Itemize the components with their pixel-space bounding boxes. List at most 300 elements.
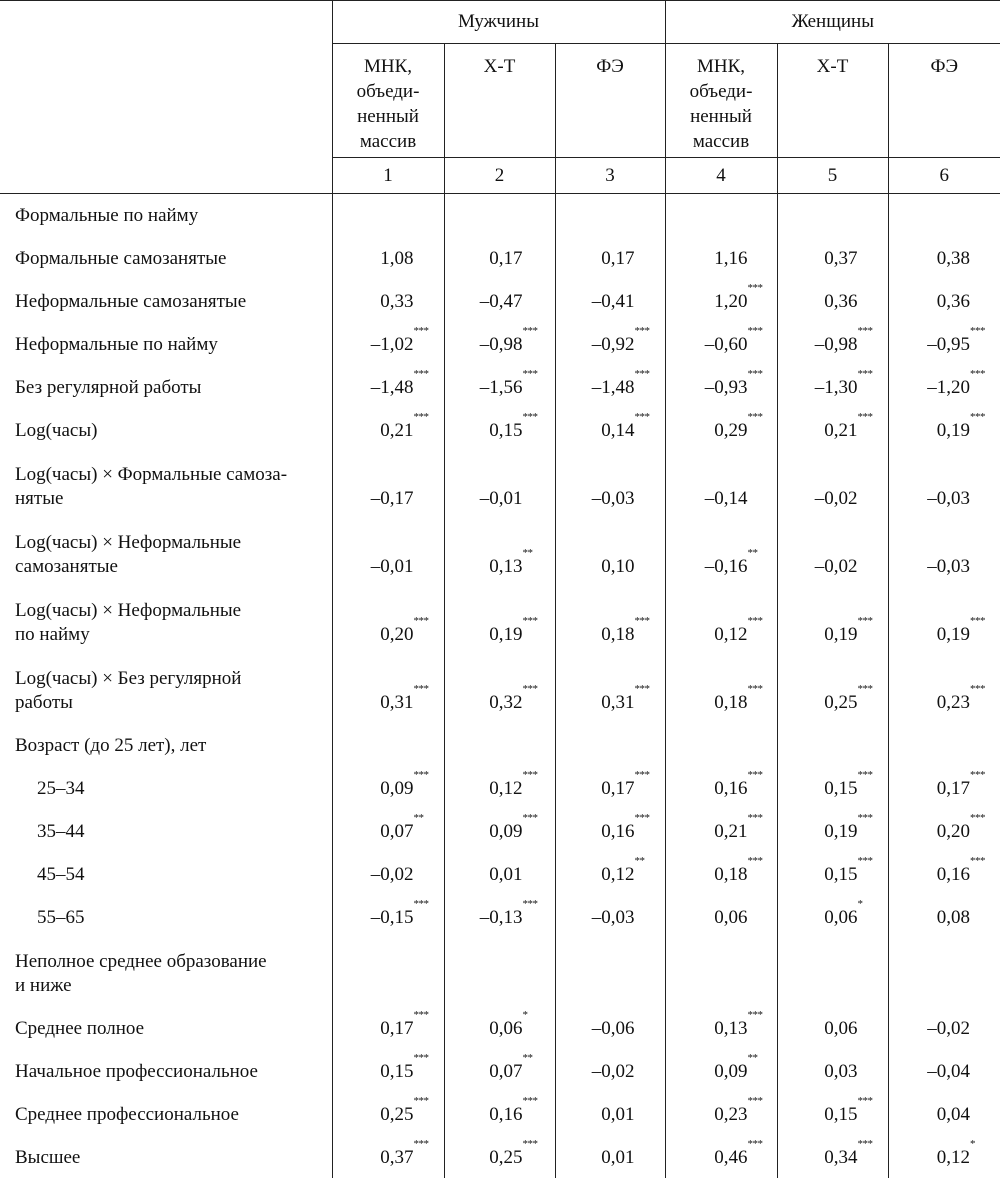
coefficient-value: 0,21 xyxy=(380,419,414,441)
coefficient-wrap xyxy=(601,247,634,271)
coefficient-wrap xyxy=(591,324,650,357)
coefficient-value: 0,17 xyxy=(489,247,523,269)
coefficient-value: –1,02 xyxy=(370,333,414,355)
coefficient-value: 0,12 xyxy=(936,1146,971,1168)
coefficient-wrap xyxy=(927,487,970,511)
coefficient-cell xyxy=(332,519,444,587)
table-row xyxy=(0,408,1000,451)
coefficient-value: 0,17 xyxy=(936,777,971,799)
coefficient-cell xyxy=(555,852,665,895)
significance-stars: *** xyxy=(413,1137,429,1150)
coefficient-value: 0,29 xyxy=(714,419,748,441)
coefficient-wrap xyxy=(601,410,650,443)
coefficient-value: –0,01 xyxy=(479,487,523,509)
table-row xyxy=(0,895,1000,938)
coefficient-value: 0,12 xyxy=(601,863,635,885)
significance-stars: *** xyxy=(522,367,538,380)
coefficient-wrap xyxy=(824,768,873,801)
coefficient-wrap xyxy=(380,290,413,314)
coefficient-value: 0,01 xyxy=(601,1103,635,1125)
coefficient-value: –1,48 xyxy=(370,376,414,398)
column-number: 1 xyxy=(332,158,444,194)
coefficient-value: –0,17 xyxy=(370,487,414,509)
coefficient-wrap xyxy=(380,410,429,443)
coefficient-value: 0,18 xyxy=(601,623,635,645)
coefficient-cell xyxy=(444,451,555,519)
coefficient-value: 0,34 xyxy=(824,1146,858,1168)
coefficient-value: 0,14 xyxy=(601,419,635,441)
coefficient-cell xyxy=(888,938,1000,1006)
table-row xyxy=(0,1135,1000,1178)
coefficient-value: 1,16 xyxy=(714,247,748,269)
row-label: Формальные самозанятые xyxy=(15,247,227,269)
coefficient-value: 0,15 xyxy=(824,777,858,799)
coefficient-value: –0,02 xyxy=(370,863,414,885)
coefficient-wrap xyxy=(489,410,538,443)
coefficient-cell xyxy=(332,236,444,279)
coefficient-cell xyxy=(665,895,777,938)
significance-stars: ** xyxy=(522,546,533,559)
coefficient-wrap xyxy=(824,811,873,844)
coefficient-value: 0,31 xyxy=(601,691,635,713)
coefficient-cell xyxy=(444,1135,555,1178)
coefficient-wrap xyxy=(714,281,763,314)
coefficient-wrap xyxy=(489,863,522,887)
coefficient-cell xyxy=(888,451,1000,519)
coefficient-value: –0,98 xyxy=(814,333,858,355)
coefficient-cell xyxy=(665,365,777,408)
coefficient-value: –0,47 xyxy=(479,290,523,312)
method-header: МНК, объеди- ненный массив xyxy=(665,44,777,158)
coefficient-cell xyxy=(332,723,444,766)
coefficient-cell xyxy=(332,408,444,451)
row-label: Среднее профессиональное xyxy=(15,1103,239,1125)
coefficient-value: –0,04 xyxy=(927,1060,971,1082)
coefficient-wrap xyxy=(937,247,970,271)
coefficient-value: 0,07 xyxy=(380,820,414,842)
coefficient-cell xyxy=(444,852,555,895)
coefficient-wrap xyxy=(824,897,863,930)
table-row xyxy=(0,236,1000,279)
coefficient-wrap xyxy=(380,768,429,801)
coefficient-wrap xyxy=(592,290,635,314)
coefficient-wrap xyxy=(824,682,873,715)
coefficient-wrap xyxy=(480,290,523,314)
coefficient-cell xyxy=(444,895,555,938)
coefficient-wrap xyxy=(489,247,522,271)
coefficient-wrap xyxy=(824,247,857,271)
coefficient-value: 0,06 xyxy=(489,1017,523,1039)
coefficient-wrap xyxy=(714,1094,763,1127)
coefficient-wrap xyxy=(370,897,429,930)
significance-stars: *** xyxy=(747,367,763,380)
coefficient-cell xyxy=(332,809,444,852)
coefficient-wrap xyxy=(479,897,538,930)
row-label: 25–34 xyxy=(37,777,85,799)
coefficient-cell xyxy=(665,809,777,852)
coefficient-wrap xyxy=(937,906,970,930)
significance-stars: *** xyxy=(857,1137,873,1150)
row-label: Log(часы) × Формальные самоза- нятые xyxy=(15,463,288,509)
coefficient-cell xyxy=(332,587,444,655)
significance-stars: *** xyxy=(747,811,763,824)
coefficient-cell xyxy=(555,655,665,723)
coefficient-value: 0,04 xyxy=(936,1103,971,1125)
row-label: 45–54 xyxy=(37,863,85,885)
significance-stars: *** xyxy=(747,854,763,867)
significance-stars: *** xyxy=(522,410,538,423)
coefficient-cell xyxy=(555,766,665,809)
significance-stars: *** xyxy=(522,324,538,337)
coefficient-wrap xyxy=(592,487,635,511)
table-row xyxy=(0,852,1000,895)
coefficient-cell xyxy=(332,852,444,895)
coefficient-cell xyxy=(555,587,665,655)
coefficient-wrap xyxy=(936,1137,976,1170)
coefficient-cell xyxy=(888,766,1000,809)
coefficient-value: –0,02 xyxy=(927,1017,971,1039)
coefficient-value: 0,16 xyxy=(489,1103,523,1125)
coefficient-cell xyxy=(777,1092,888,1135)
coefficient-cell xyxy=(665,322,777,365)
coefficient-value: 0,37 xyxy=(824,247,858,269)
coefficient-wrap xyxy=(380,682,429,715)
coefficient-wrap xyxy=(489,1137,538,1170)
significance-stars: *** xyxy=(413,324,429,337)
coefficient-value: –0,15 xyxy=(370,906,414,928)
table-row xyxy=(0,279,1000,322)
table-row xyxy=(0,655,1000,723)
significance-stars: *** xyxy=(970,854,986,867)
coefficient-cell xyxy=(777,938,888,1006)
coefficient-value: 0,06 xyxy=(714,906,748,928)
coefficient-value: 0,06 xyxy=(824,906,858,928)
method-header: Х-Т xyxy=(444,44,555,158)
coefficient-cell xyxy=(444,194,555,236)
coefficient-cell xyxy=(332,1135,444,1178)
coefficient-cell xyxy=(888,852,1000,895)
significance-stars: *** xyxy=(857,1094,873,1107)
coefficient-value: 0,38 xyxy=(936,247,971,269)
significance-stars: *** xyxy=(413,682,429,695)
coefficient-wrap xyxy=(936,614,986,647)
table-row xyxy=(0,723,1000,766)
coefficient-cell xyxy=(444,236,555,279)
coefficient-cell xyxy=(665,723,777,766)
table-row xyxy=(0,809,1000,852)
coefficient-cell xyxy=(888,194,1000,236)
coefficient-cell xyxy=(444,766,555,809)
coefficient-cell xyxy=(888,655,1000,723)
coefficient-cell xyxy=(777,655,888,723)
significance-stars: *** xyxy=(747,682,763,695)
coefficient-wrap xyxy=(371,555,414,579)
row-label: Log(часы) × Неформальные самозанятые xyxy=(15,531,242,577)
coefficient-wrap xyxy=(370,367,429,400)
significance-stars: *** xyxy=(857,367,873,380)
coefficient-value: 0,20 xyxy=(936,820,971,842)
coefficient-cell xyxy=(555,895,665,938)
row-label: Log(часы) × Без регулярной работы xyxy=(15,667,242,713)
coefficient-cell xyxy=(444,938,555,1006)
coefficient-wrap xyxy=(489,1094,538,1127)
coefficient-wrap xyxy=(927,324,986,357)
table-row xyxy=(0,587,1000,655)
coefficient-cell xyxy=(332,766,444,809)
coefficient-value: 0,18 xyxy=(714,691,748,713)
coefficient-cell xyxy=(444,1006,555,1049)
coefficient-value: 0,25 xyxy=(824,691,858,713)
coefficient-cell xyxy=(777,1006,888,1049)
coefficient-cell xyxy=(555,322,665,365)
coefficient-wrap xyxy=(937,290,970,314)
significance-stars: *** xyxy=(413,1008,429,1021)
significance-stars: *** xyxy=(747,768,763,781)
coefficient-value: 0,23 xyxy=(714,1103,748,1125)
method-header: МНК, объеди- ненный массив xyxy=(332,44,444,158)
coefficient-cell xyxy=(444,322,555,365)
coefficient-cell xyxy=(777,408,888,451)
coefficient-wrap xyxy=(714,1137,763,1170)
coefficient-cell xyxy=(555,938,665,1006)
significance-stars: *** xyxy=(970,324,986,337)
coefficient-value: –0,03 xyxy=(591,906,635,928)
coefficient-cell xyxy=(777,809,888,852)
coefficient-wrap xyxy=(714,854,763,887)
coefficient-value: –0,13 xyxy=(479,906,523,928)
coefficient-wrap xyxy=(601,555,634,579)
coefficient-cell xyxy=(888,587,1000,655)
coefficient-wrap xyxy=(714,614,763,647)
row-label: 35–44 xyxy=(37,820,85,842)
significance-stars: *** xyxy=(970,614,986,627)
coefficient-cell xyxy=(888,1135,1000,1178)
table-row xyxy=(0,365,1000,408)
coefficient-value: –0,14 xyxy=(704,487,748,509)
coefficient-cell xyxy=(665,519,777,587)
coefficient-cell xyxy=(555,408,665,451)
significance-stars: *** xyxy=(970,811,986,824)
coefficient-cell xyxy=(332,1006,444,1049)
significance-stars: * xyxy=(970,1137,976,1150)
coefficient-value: 1,08 xyxy=(380,247,414,269)
coefficient-cell xyxy=(555,809,665,852)
coefficient-value: 0,17 xyxy=(601,247,635,269)
significance-stars: *** xyxy=(857,614,873,627)
coefficient-value: –0,06 xyxy=(591,1017,635,1039)
coefficient-cell xyxy=(665,408,777,451)
coefficient-value: 0,13 xyxy=(489,555,523,577)
coefficient-cell xyxy=(777,322,888,365)
coefficient-wrap xyxy=(824,1094,873,1127)
table-row xyxy=(0,1092,1000,1135)
coefficient-cell xyxy=(777,1135,888,1178)
coefficient-value: 0,31 xyxy=(380,691,414,713)
table-row xyxy=(0,1049,1000,1092)
significance-stars: *** xyxy=(413,1094,429,1107)
significance-stars: *** xyxy=(413,367,429,380)
coefficient-cell xyxy=(665,236,777,279)
coefficient-cell xyxy=(888,1006,1000,1049)
coefficient-value: –0,92 xyxy=(591,333,635,355)
coefficient-cell xyxy=(888,408,1000,451)
coefficient-wrap xyxy=(380,1051,429,1084)
coefficient-wrap xyxy=(371,863,414,887)
coefficient-cell xyxy=(332,1092,444,1135)
coefficient-cell xyxy=(555,519,665,587)
coefficient-value: 0,09 xyxy=(489,820,523,842)
coefficient-value: 0,17 xyxy=(380,1017,414,1039)
method-header: Х-Т xyxy=(777,44,888,158)
coefficient-wrap xyxy=(489,768,538,801)
coefficient-cell xyxy=(555,451,665,519)
significance-stars: *** xyxy=(634,324,650,337)
coefficient-value: 0,25 xyxy=(489,1146,523,1168)
coefficient-value: 0,37 xyxy=(380,1146,414,1168)
coefficient-wrap xyxy=(601,1146,634,1170)
coefficient-wrap xyxy=(601,811,650,844)
significance-stars: *** xyxy=(634,614,650,627)
coefficient-wrap xyxy=(479,367,538,400)
significance-stars: *** xyxy=(522,768,538,781)
coefficient-wrap xyxy=(714,906,747,930)
coefficient-value: 0,36 xyxy=(936,290,971,312)
coefficient-cell xyxy=(888,236,1000,279)
coefficient-value: 0,19 xyxy=(936,419,971,441)
significance-stars: *** xyxy=(857,854,873,867)
coefficient-wrap xyxy=(936,768,986,801)
coefficient-wrap xyxy=(936,811,986,844)
coefficient-value: 0,06 xyxy=(824,1017,858,1039)
coefficient-wrap xyxy=(714,811,763,844)
coefficient-value: –0,98 xyxy=(479,333,523,355)
significance-stars: *** xyxy=(522,897,538,910)
group-header-women: Женщины xyxy=(665,1,1000,44)
coefficient-cell xyxy=(665,1006,777,1049)
coefficient-value: 0,21 xyxy=(824,419,858,441)
coefficient-cell xyxy=(888,322,1000,365)
coefficient-wrap xyxy=(489,546,533,579)
coefficient-wrap xyxy=(936,410,986,443)
coefficient-wrap xyxy=(815,555,858,579)
significance-stars: ** xyxy=(747,1051,758,1064)
coefficient-value: 0,23 xyxy=(936,691,971,713)
coefficient-cell xyxy=(888,1049,1000,1092)
coefficient-cell xyxy=(555,1135,665,1178)
coefficient-value: 0,19 xyxy=(936,623,971,645)
coefficient-wrap xyxy=(927,555,970,579)
coefficient-value: 0,07 xyxy=(489,1060,523,1082)
coefficient-value: –0,16 xyxy=(704,555,748,577)
coefficient-wrap xyxy=(704,367,763,400)
column-number: 4 xyxy=(665,158,777,194)
coefficient-wrap xyxy=(927,367,986,400)
coefficient-wrap xyxy=(380,247,413,271)
significance-stars: *** xyxy=(857,768,873,781)
significance-stars: *** xyxy=(747,324,763,337)
coefficient-wrap xyxy=(592,1017,635,1041)
row-label: Неформальные самозанятые xyxy=(15,290,247,312)
significance-stars: *** xyxy=(857,682,873,695)
coefficient-value: 0,13 xyxy=(714,1017,748,1039)
coefficient-cell xyxy=(665,766,777,809)
coefficient-value: 0,15 xyxy=(489,419,523,441)
coefficient-value: 0,19 xyxy=(489,623,523,645)
coefficient-value: –1,20 xyxy=(927,376,971,398)
coefficient-wrap xyxy=(489,682,538,715)
column-number: 6 xyxy=(888,158,1000,194)
coefficient-value: 0,16 xyxy=(601,820,635,842)
coefficient-cell xyxy=(444,655,555,723)
significance-stars: ** xyxy=(413,811,424,824)
significance-stars: *** xyxy=(970,682,986,695)
table-row xyxy=(0,194,1000,236)
coefficient-value: –0,03 xyxy=(591,487,635,509)
coefficient-wrap xyxy=(380,614,429,647)
coefficient-value: 1,20 xyxy=(714,290,748,312)
coefficient-cell xyxy=(888,723,1000,766)
coefficient-cell xyxy=(665,938,777,1006)
coefficient-cell xyxy=(777,279,888,322)
significance-stars: *** xyxy=(747,410,763,423)
table-row xyxy=(0,322,1000,365)
coefficient-value: 0,01 xyxy=(489,863,523,885)
significance-stars: *** xyxy=(413,1051,429,1064)
coefficient-cell xyxy=(777,1049,888,1092)
coefficient-value: –0,93 xyxy=(704,376,748,398)
coefficient-wrap xyxy=(714,1051,758,1084)
coefficient-cell xyxy=(444,279,555,322)
coefficient-wrap xyxy=(370,324,429,357)
significance-stars: * xyxy=(522,1008,528,1021)
coefficient-cell xyxy=(777,587,888,655)
coefficient-wrap xyxy=(380,1137,429,1170)
coefficient-value: 0,15 xyxy=(824,863,858,885)
coefficient-value: 0,10 xyxy=(601,555,635,577)
significance-stars: *** xyxy=(522,1137,538,1150)
coefficient-wrap xyxy=(601,854,645,887)
coefficient-value: –0,60 xyxy=(704,333,748,355)
coefficient-value: –1,56 xyxy=(479,376,523,398)
coefficient-value: –0,03 xyxy=(927,555,971,577)
coefficient-value: 0,12 xyxy=(489,777,523,799)
coefficient-value: 0,08 xyxy=(936,906,971,928)
coefficient-wrap xyxy=(705,487,748,511)
row-label: Log(часы) xyxy=(15,419,98,441)
coefficient-value: 0,21 xyxy=(714,820,748,842)
coefficient-cell xyxy=(555,279,665,322)
coefficient-cell xyxy=(332,279,444,322)
coefficient-cell xyxy=(665,1135,777,1178)
coefficient-value: –0,95 xyxy=(927,333,971,355)
coefficient-value: –0,03 xyxy=(927,487,971,509)
coefficient-cell xyxy=(332,194,444,236)
significance-stars: *** xyxy=(747,1008,763,1021)
coefficient-wrap xyxy=(601,768,650,801)
coefficient-wrap xyxy=(824,290,857,314)
table-row xyxy=(0,519,1000,587)
coefficient-cell xyxy=(444,1092,555,1135)
significance-stars: *** xyxy=(522,614,538,627)
coefficient-value: –1,48 xyxy=(591,376,635,398)
coefficient-cell xyxy=(555,236,665,279)
significance-stars: *** xyxy=(413,410,429,423)
table-row xyxy=(0,766,1000,809)
coefficient-wrap xyxy=(936,682,986,715)
coefficient-value: 0,16 xyxy=(936,863,971,885)
coefficient-value: 0,03 xyxy=(824,1060,858,1082)
significance-stars: *** xyxy=(857,324,873,337)
